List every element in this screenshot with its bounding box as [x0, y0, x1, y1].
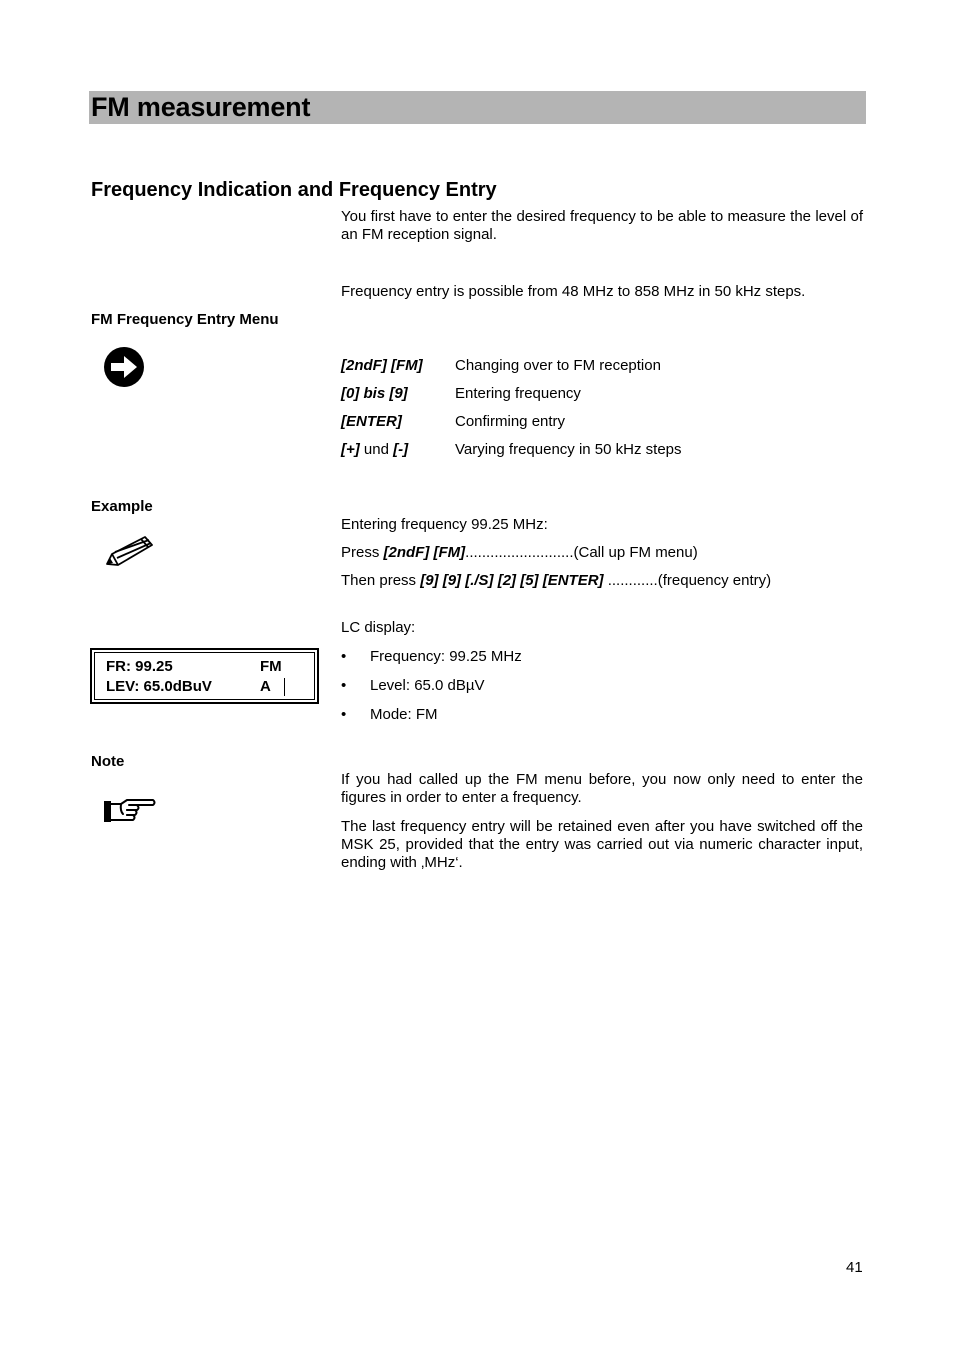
lcd-row-2-left: LEV: 65.0dBuV — [106, 678, 212, 695]
frequency-range-paragraph: Frequency entry is possible from 48 MHz to 858 MHz in 50 kHz steps. — [341, 283, 806, 300]
key-2ndf-fm: [2ndF] [FM] — [341, 357, 423, 374]
example-line-3-key: [9] [9] [./S] [2] [5] [ENTER] — [420, 572, 604, 589]
lcd-cursor — [284, 678, 285, 696]
arrow-right-circle-icon — [103, 346, 145, 388]
bullet-level: Level: 65.0 dBµV — [370, 677, 485, 694]
bullet-mode: Mode: FM — [370, 706, 438, 723]
example-line-3 — [341, 572, 771, 590]
key-desc-varying: Varying frequency in 50 kHz steps — [455, 441, 682, 458]
lcd-row-1-right: FM — [260, 658, 282, 675]
key-desc-confirming: Confirming entry — [455, 413, 566, 430]
bullet-frequency: Frequency: 99.25 MHz — [370, 648, 522, 665]
example-line-2 — [341, 544, 698, 562]
example-label: Example — [91, 498, 153, 515]
key-desc-entering-frequency: Entering frequency — [455, 385, 581, 402]
example-line-2-key: [2ndF] [FM] — [383, 544, 466, 561]
example-line-3-prefix: Then press — [341, 572, 421, 589]
bullet-dot: • — [341, 706, 347, 723]
note-label: Note — [91, 753, 125, 770]
key-join-word: und — [359, 441, 394, 458]
example-line-2-prefix: Press — [341, 544, 384, 561]
lcd-label: LC display: — [341, 619, 416, 636]
lcd-row-2-right: A — [260, 678, 271, 695]
chapter-title: FM measurement — [91, 92, 311, 122]
example-line-1: Entering frequency 99.25 MHz: — [341, 516, 548, 533]
lcd-inner-frame — [94, 652, 315, 700]
pointing-hand-icon — [103, 797, 157, 825]
pencil-icon — [103, 534, 155, 572]
key-enter: [ENTER] — [341, 413, 402, 430]
note-paragraph-2: The last frequency entry will be retained even after you have switched off the MSK 25, provided that the entry was carried out via numeric character input, ending with ‚MHz‘. — [341, 818, 863, 871]
example-line-3-suffix: ............(frequency entry) — [603, 572, 772, 589]
key-0-to-9: [0] bis [9] — [341, 385, 408, 402]
intro-paragraph: You first have to enter the desired frequency to be able to measure the level of an FM reception signal. — [341, 208, 863, 243]
lcd-display — [90, 648, 319, 704]
key-plus: [+] — [341, 441, 360, 458]
menu-label: FM Frequency Entry Menu — [91, 311, 279, 328]
example-line-2-suffix: ..........................(Call up FM menu) — [465, 544, 698, 561]
key-desc-fm-reception: Changing over to FM reception — [455, 357, 661, 374]
key-plus-minus — [341, 441, 451, 459]
bullet-dot: • — [341, 677, 347, 694]
note-paragraph-1: If you had called up the FM menu before, you now only need to enter the figures in order to enter a frequency. — [341, 771, 863, 806]
page-number: 41 — [846, 1259, 863, 1276]
section-title: Frequency Indication and Frequency Entry — [91, 179, 497, 201]
key-minus: [-] — [393, 441, 409, 458]
lcd-row-1-left: FR: 99.25 — [106, 658, 173, 675]
bullet-dot: • — [341, 648, 347, 665]
